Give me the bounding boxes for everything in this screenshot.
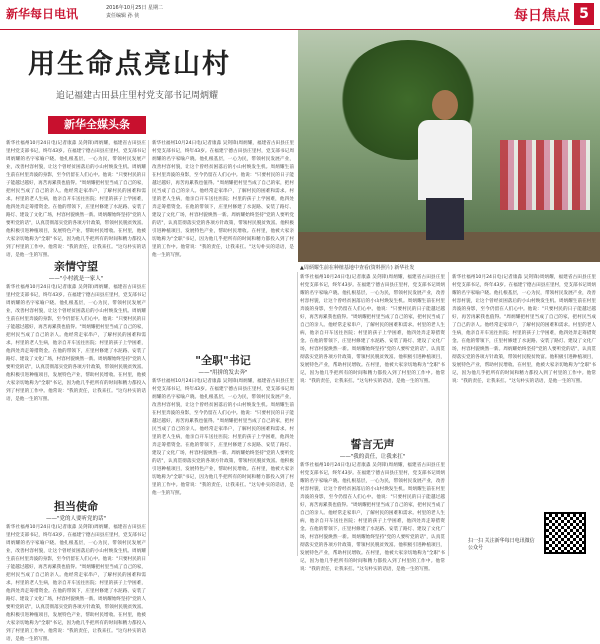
article-photo	[298, 30, 600, 262]
section-heading-2: 担当使命	[54, 500, 98, 513]
photo-shelf	[500, 140, 590, 210]
photo-person	[418, 90, 472, 240]
qr-caption: 扫一扫 关注新华每日电讯微信公众号	[468, 538, 535, 551]
headline: 用生命点亮山村	[28, 49, 231, 80]
editor-credit: 责任编辑 孙 侠	[106, 13, 140, 19]
column-divider	[148, 140, 149, 556]
body-column-4: 新华社福州10月24日电(记者康淼 吴剑锋)周炳耀，福建省古田县庄里村党支部书记，终年43岁。在福建宁德古田县庄里村，党支部书记周炳耀的名字家喻户晓。他扎根基层，一心为民，带领村民发展产业，改善村容村貌，让这个曾经贫困落后的小山村焕发生机。周炳耀生前在村里奔波的身影，至今仍留在人们心中。他说："只要村民的日子能越过越好，再苦再累我也值得。"周炳耀把村里当成了自己的家，把村民当成了自己的亲人。他经常走家串户，了解村民的困难和需求。村里的老人生病，他亲自开车送往医院；村里的孩子上学困难，他四处奔走筹措资金。在他的带领下，庄里村修建了水泥路、安装了路灯、建设了文化广场，村容村貌焕然一新。周炳耀始终坚持"党的人要听党的话"，认真贯彻落实党的各项方针政策，带领村民脱贫致富。他积极引进种植项目，发展特色产业，帮助村民增收。在村里，他被大家亲切地称为"全职"书记，因为他几乎把所有的时间和精力都投入到了村里的工作中。他常说："我的责任，让我来扛。"这句朴实的话语，是他一生的写照。	[452, 275, 596, 384]
person-legs	[426, 198, 464, 240]
body-column-1a: 新华社福州10月24日电(记者康淼 吴剑锋)周炳耀，福建省古田县庄里村党支部书记，终年43岁。在福建宁德古田县庄里村，党支部书记周炳耀的名字家喻户晓。他扎根基层，一心为民，带领村民发展产业，改善村容村貌，让这个曾经贫困落后的小山村焕发生机。周炳耀生前在村里奔波的身影，至今仍留在人们心中。他说："只要村民的日子能越过越好，再苦再累我也值得。"周炳耀把村里当成了自己的家，把村民当成了自己的亲人。他经常走家串户，了解村民的困难和需求。村里的老人生病，他亲自开车送往医院；村里的孩子上学困难，他四处奔走筹措资金。在他的带领下，庄里村修建了水泥路、安装了路灯、建设了文化广场，村容村貌焕然一新。周炳耀始终坚持"党的人要听党的话"，认真贯彻落实党的各项方针政策，带领村民脱贫致富。他积极引进种植项目，发展特色产业，帮助村民增收。在村里，他被大家亲切地称为"全职"书记，因为他几乎把所有的时间和精力都投入到了村里的工作中。他常说："我的责任，让我来扛。"这句朴实的话语，是他一生的写照。	[6, 141, 146, 258]
body-column-3a: 新华社福州10月24日电(记者康淼 吴剑锋)周炳耀，福建省古田县庄里村党支部书记，终年43岁。在福建宁德古田县庄里村，党支部书记周炳耀的名字家喻户晓。他扎根基层，一心为民，带领村民发展产业，改善村容村貌，让这个曾经贫困落后的小山村焕发生机。周炳耀生前在村里奔波的身影，至今仍留在人们心中。他说："只要村民的日子能越过越好，再苦再累我也值得。"周炳耀把村里当成了自己的家，把村民当成了自己的亲人。他经常走家串户，了解村民的困难和需求。村里的老人生病，他亲自开车送往医院；村里的孩子上学困难，他四处奔走筹措资金。在他的带领下，庄里村修建了水泥路、安装了路灯、建设了文化广场，村容村貌焕然一新。周炳耀始终坚持"党的人要听党的话"，认真贯彻落实党的各项方针政策，带领村民脱贫致富。他积极引进种植项目，发展特色产业，帮助村民增收。在村里，他被大家亲切地称为"全职"书记，因为他几乎把所有的时间和精力都投入到了村里的工作中。他常说："我的责任，让我来扛。"这句朴实的话语，是他一生的写照。	[300, 275, 445, 384]
photo-caption: ▲周炳耀生前在种植基地中查看(资料照片) 新华社发	[300, 265, 415, 271]
section-subheading-4: ——"我的责任，让我来扛"	[339, 454, 406, 460]
newspaper-name: 新华每日电讯	[6, 7, 79, 21]
section-heading-4: 誓言无声	[350, 438, 395, 451]
date-line	[106, 4, 226, 20]
section-subheading-3: ——"用拼的发去奔"	[198, 370, 248, 376]
body-column-2a: 新华社福州10月24日电(记者康淼 吴剑锋)周炳耀，福建省古田县庄里村党支部书记，终年43岁。在福建宁德古田县庄里村，党支部书记周炳耀的名字家喻户晓。他扎根基层，一心为民，带领村民发展产业，改善村容村貌，让这个曾经贫困落后的小山村焕发生机。周炳耀生前在村里奔波的身影，至今仍留在人们心中。他说："只要村民的日子能越过越好，再苦再累我也值得。"周炳耀把村里当成了自己的家，把村民当成了自己的亲人。他经常走家串户，了解村民的困难和需求。村里的老人生病，他亲自开车送往医院；村里的孩子上学困难，他四处奔走筹措资金。在他的带领下，庄里村修建了水泥路、安装了路灯、建设了文化广场，村容村貌焕然一新。周炳耀始终坚持"党的人要听党的话"，认真贯彻落实党的各项方针政策，带领村民脱贫致富。他积极引进种植项目，发展特色产业，帮助村民增收。在村里，他被大家亲切地称为"全职"书记，因为他几乎把所有的时间和精力都投入到了村里的工作中。他常说："我的责任，让我来扛。"这句朴实的话语，是他一生的写照。	[152, 141, 294, 258]
person-head	[432, 90, 458, 120]
page-header	[0, 0, 600, 30]
subheadline: 追记福建古田县庄里村党支部书记周炳耀	[56, 91, 219, 101]
section-heading-3: "全职"书记	[195, 354, 251, 367]
issue-date: 2016年10月25日 星期二	[106, 5, 164, 11]
person-body	[418, 120, 472, 200]
feature-tag: 新华全媒头条	[48, 116, 146, 134]
section-heading-1: 亲情守望	[54, 260, 98, 273]
section-title: 每日焦点	[514, 8, 570, 24]
section-subheading-1: ——"小村就是一家人"	[48, 276, 104, 282]
qr-code-icon[interactable]	[544, 512, 586, 554]
body-column-3b: 新华社福州10月24日电(记者康淼 吴剑锋)周炳耀，福建省古田县庄里村党支部书记，终年43岁。在福建宁德古田县庄里村，党支部书记周炳耀的名字家喻户晓。他扎根基层，一心为民，带领村民发展产业，改善村容村貌，让这个曾经贫困落后的小山村焕发生机。周炳耀生前在村里奔波的身影，至今仍留在人们心中。他说："只要村民的日子能越过越好，再苦再累我也值得。"周炳耀把村里当成了自己的家，把村民当成了自己的亲人。他经常走家串户，了解村民的困难和需求。村里的老人生病，他亲自开车送往医院；村里的孩子上学困难，他四处奔走筹措资金。在他的带领下，庄里村修建了水泥路、安装了路灯、建设了文化广场，村容村貌焕然一新。周炳耀始终坚持"党的人要听党的话"，认真贯彻落实党的各项方针政策，带领村民脱贫致富。他积极引进种植项目，发展特色产业，帮助村民增收。在村里，他被大家亲切地称为"全职"书记，因为他几乎把所有的时间和精力都投入到了村里的工作中。他常说："我的责任，让我来扛。"这句朴实的话语，是他一生的写照。	[300, 463, 445, 572]
page-number: 5	[574, 3, 594, 25]
column-divider	[297, 272, 298, 556]
body-column-1c: 新华社福州10月24日电(记者康淼 吴剑锋)周炳耀，福建省古田县庄里村党支部书记，终年43岁。在福建宁德古田县庄里村，党支部书记周炳耀的名字家喻户晓。他扎根基层，一心为民，带领村民发展产业，改善村容村貌，让这个曾经贫困落后的小山村焕发生机。周炳耀生前在村里奔波的身影，至今仍留在人们心中。他说："只要村民的日子能越过越好，再苦再累我也值得。"周炳耀把村里当成了自己的家，把村民当成了自己的亲人。他经常走家串户，了解村民的困难和需求。村里的老人生病，他亲自开车送往医院；村里的孩子上学困难，他四处奔走筹措资金。在他的带领下，庄里村修建了水泥路、安装了路灯、建设了文化广场，村容村貌焕然一新。周炳耀始终坚持"党的人要听党的话"，认真贯彻落实党的各项方针政策，带领村民脱贫致富。他积极引进种植项目，发展特色产业，帮助村民增收。在村里，他被大家亲切地称为"全职"书记，因为他几乎把所有的时间和精力都投入到了村里的工作中。他常说："我的责任，让我来扛。"这句朴实的话语，是他一生的写照。	[6, 525, 146, 642]
body-column-2b: 新华社福州10月24日电(记者康淼 吴剑锋)周炳耀，福建省古田县庄里村党支部书记，终年43岁。在福建宁德古田县庄里村，党支部书记周炳耀的名字家喻户晓。他扎根基层，一心为民，带领村民发展产业，改善村容村貌，让这个曾经贫困落后的小山村焕发生机。周炳耀生前在村里奔波的身影，至今仍留在人们心中。他说："只要村民的日子能越过越好，再苦再累我也值得。"周炳耀把村里当成了自己的家，把村民当成了自己的亲人。他经常走家串户，了解村民的困难和需求。村里的老人生病，他亲自开车送往医院；村里的孩子上学困难，他四处奔走筹措资金。在他的带领下，庄里村修建了水泥路、安装了路灯、建设了文化广场，村容村貌焕然一新。周炳耀始终坚持"党的人要听党的话"，认真贯彻落实党的各项方针政策，带领村民脱贫致富。他积极引进种植项目，发展特色产业，帮助村民增收。在村里，他被大家亲切地称为"全职"书记，因为他几乎把所有的时间和精力都投入到了村里的工作中。他常说："我的责任，让我来扛。"这句朴实的话语，是他一生的写照。	[152, 379, 294, 496]
body-column-1b: 新华社福州10月24日电(记者康淼 吴剑锋)周炳耀，福建省古田县庄里村党支部书记，终年43岁。在福建宁德古田县庄里村，党支部书记周炳耀的名字家喻户晓。他扎根基层，一心为民，带领村民发展产业，改善村容村貌，让这个曾经贫困落后的小山村焕发生机。周炳耀生前在村里奔波的身影，至今仍留在人们心中。他说："只要村民的日子能越过越好，再苦再累我也值得。"周炳耀把村里当成了自己的家，把村民当成了自己的亲人。他经常走家串户，了解村民的困难和需求。村里的老人生病，他亲自开车送往医院；村里的孩子上学困难，他四处奔走筹措资金。在他的带领下，庄里村修建了水泥路、安装了路灯、建设了文化广场，村容村貌焕然一新。周炳耀始终坚持"党的人要听党的话"，认真贯彻落实党的各项方针政策，带领村民脱贫致富。他积极引进种植项目，发展特色产业，帮助村民增收。在村里，他被大家亲切地称为"全职"书记，因为他几乎把所有的时间和精力都投入到了村里的工作中。他常说："我的责任，让我来扛。"这句朴实的话语，是他一生的写照。	[6, 285, 146, 402]
column-divider	[448, 272, 449, 556]
section-subheading-2: ——"党的人要听党的话"	[45, 516, 107, 522]
